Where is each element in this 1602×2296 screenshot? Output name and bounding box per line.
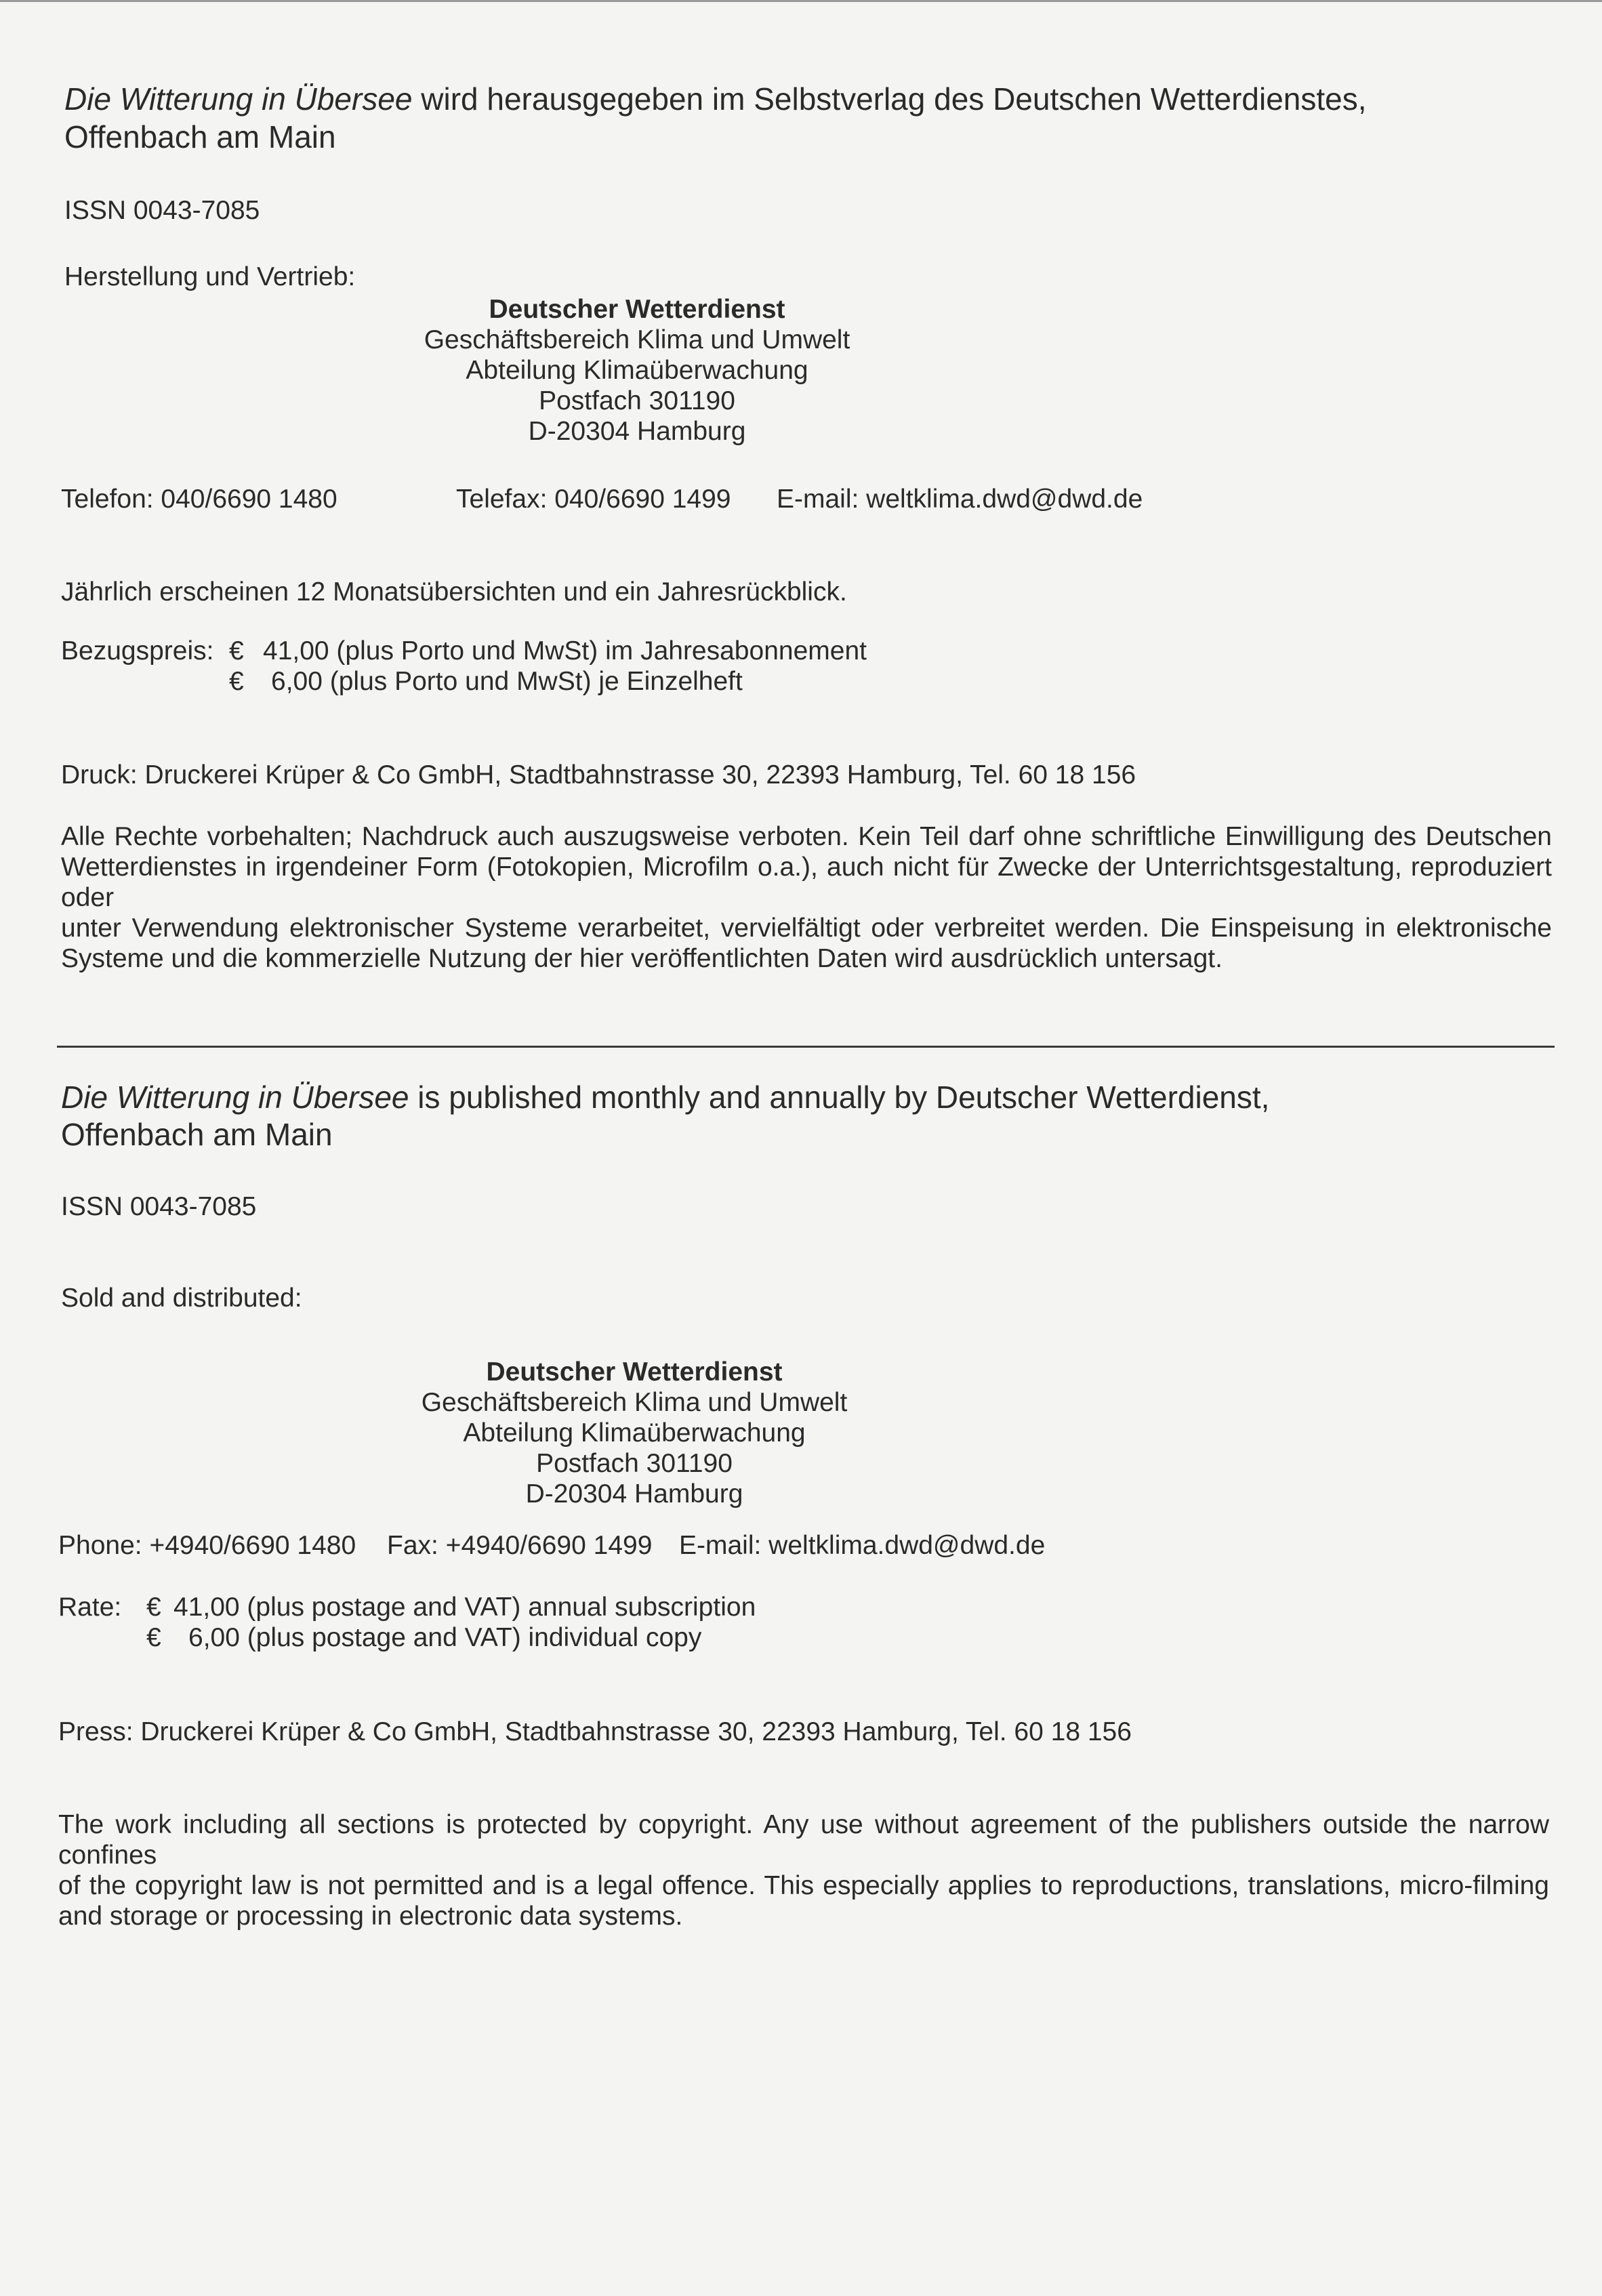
en-rights-line: The work including all sections is protected by copyright. Any use without agreement of the publishers outside the narrow confines	[58, 1810, 1549, 1870]
en-email: E-mail: weltklima.dwd@dwd.de	[679, 1531, 1046, 1560]
de-intro-line2: Offenbach am Main	[64, 119, 336, 155]
en-address-line4: D-20304 Hamburg	[525, 1479, 743, 1509]
en-contact-row	[58, 1530, 1045, 1561]
de-address-block	[366, 294, 908, 447]
de-address-line2: Abteilung Klimaüberwachung	[466, 356, 808, 385]
de-address-line3: Postfach 301190	[539, 386, 735, 415]
en-rights-line: of the copyright law is not permitted and is a legal offence. This especially applies to reproductions, translations, micro-filming	[58, 1871, 1549, 1900]
section-divider	[57, 1046, 1555, 1048]
en-publication-title: Die Witterung in Übersee	[61, 1080, 409, 1115]
de-intro-text: wird herausgegeben im Selbstverlag des Deutschen Wetterdienstes,	[412, 81, 1367, 117]
en-issn: ISSN 0043-7085	[61, 1192, 257, 1221]
de-frequency: Jährlich erscheinen 12 Monatsübersichten und ein Jahresrückblick.	[61, 577, 847, 607]
de-price2-text: 6,00 (plus Porto und MwSt) je Einzelheft	[271, 667, 743, 696]
de-rights-line: Systeme und die kommerzielle Nutzung der hier veröffentlichten Daten wird ausdrücklich untersagt.	[61, 944, 1223, 973]
en-price1-currency: €	[146, 1593, 161, 1622]
en-address-block	[363, 1357, 905, 1509]
de-address-org: Deutscher Wetterdienst	[489, 295, 785, 324]
en-price2-currency: €	[146, 1623, 161, 1652]
de-intro	[64, 80, 1367, 118]
de-price-row-2	[229, 666, 743, 697]
en-rights-line: and storage or processing in electronic data systems.	[58, 1902, 683, 1931]
de-fax: Telefax: 040/6690 1499	[456, 485, 731, 514]
en-price2-text: 6,00 (plus postage and VAT) individual copy	[188, 1623, 702, 1652]
de-price2-currency: €	[229, 667, 244, 696]
de-issn: ISSN 0043-7085	[64, 196, 260, 225]
de-contact-row	[61, 484, 1143, 515]
en-fax: Fax: +4940/6690 1499	[387, 1531, 653, 1560]
de-price1-text: 41,00 (plus Porto und MwSt) im Jahresabonnement	[263, 636, 867, 665]
en-price-label: Rate:	[58, 1593, 122, 1622]
en-price-row-1	[58, 1592, 756, 1622]
de-address-line1: Geschäftsbereich Klima und Umwelt	[424, 325, 850, 354]
en-rights-paragraph	[58, 1809, 1549, 1931]
en-price-row-2	[146, 1622, 701, 1653]
de-rights-line: Alle Rechte vorbehalten; Nachdruck auch auszugsweise verboten. Kein Teil darf ohne schriftliche Einwilligung des Deutschen	[61, 822, 1552, 851]
de-rights-line: Wetterdienstes in irgendeiner Form (Fotokopien, Microfilm o.a.), auch nicht für Zwecke der Unterrichtsgestaltung, reproduziert oder	[61, 853, 1552, 912]
en-distribution-label: Sold and distributed:	[61, 1284, 302, 1313]
de-address-line4: D-20304 Hamburg	[528, 417, 746, 446]
en-print-info: Press: Druckerei Krüper & Co GmbH, Stadtbahnstrasse 30, 22393 Hamburg, Tel. 60 18 156	[58, 1717, 1132, 1746]
en-intro-text: is published monthly and annually by Deutscher Wetterdienst,	[409, 1080, 1270, 1115]
en-address-line1: Geschäftsbereich Klima und Umwelt	[421, 1388, 848, 1417]
de-phone: Telefon: 040/6690 1480	[61, 485, 337, 514]
de-price-row-1	[61, 636, 867, 666]
de-rights-line: unter Verwendung elektronischer Systeme verarbeitet, vervielfältigt oder verbreitet werden. Die Einspeisung in elektronische	[61, 914, 1552, 943]
en-address-org: Deutscher Wetterdienst	[486, 1357, 783, 1387]
en-address-line3: Postfach 301190	[536, 1449, 733, 1478]
de-email: E-mail: weltklima.dwd@dwd.de	[777, 485, 1143, 514]
de-print-info: Druck: Druckerei Krüper & Co GmbH, Stadtbahnstrasse 30, 22393 Hamburg, Tel. 60 18 156	[61, 760, 1136, 790]
scan-edge	[0, 0, 1602, 2]
de-production-label: Herstellung und Vertrieb:	[64, 262, 356, 291]
en-intro-line2: Offenbach am Main	[61, 1117, 333, 1152]
en-intro	[61, 1078, 1269, 1116]
de-price-label: Bezugspreis:	[61, 636, 214, 665]
en-phone: Phone: +4940/6690 1480	[58, 1531, 356, 1560]
en-address-line2: Abteilung Klimaüberwachung	[463, 1418, 806, 1448]
de-publication-title: Die Witterung in Übersee	[64, 81, 413, 117]
de-price1-currency: €	[229, 636, 244, 665]
en-price1-text: 41,00 (plus postage and VAT) annual subscription	[173, 1593, 756, 1622]
de-rights-paragraph	[61, 821, 1552, 974]
